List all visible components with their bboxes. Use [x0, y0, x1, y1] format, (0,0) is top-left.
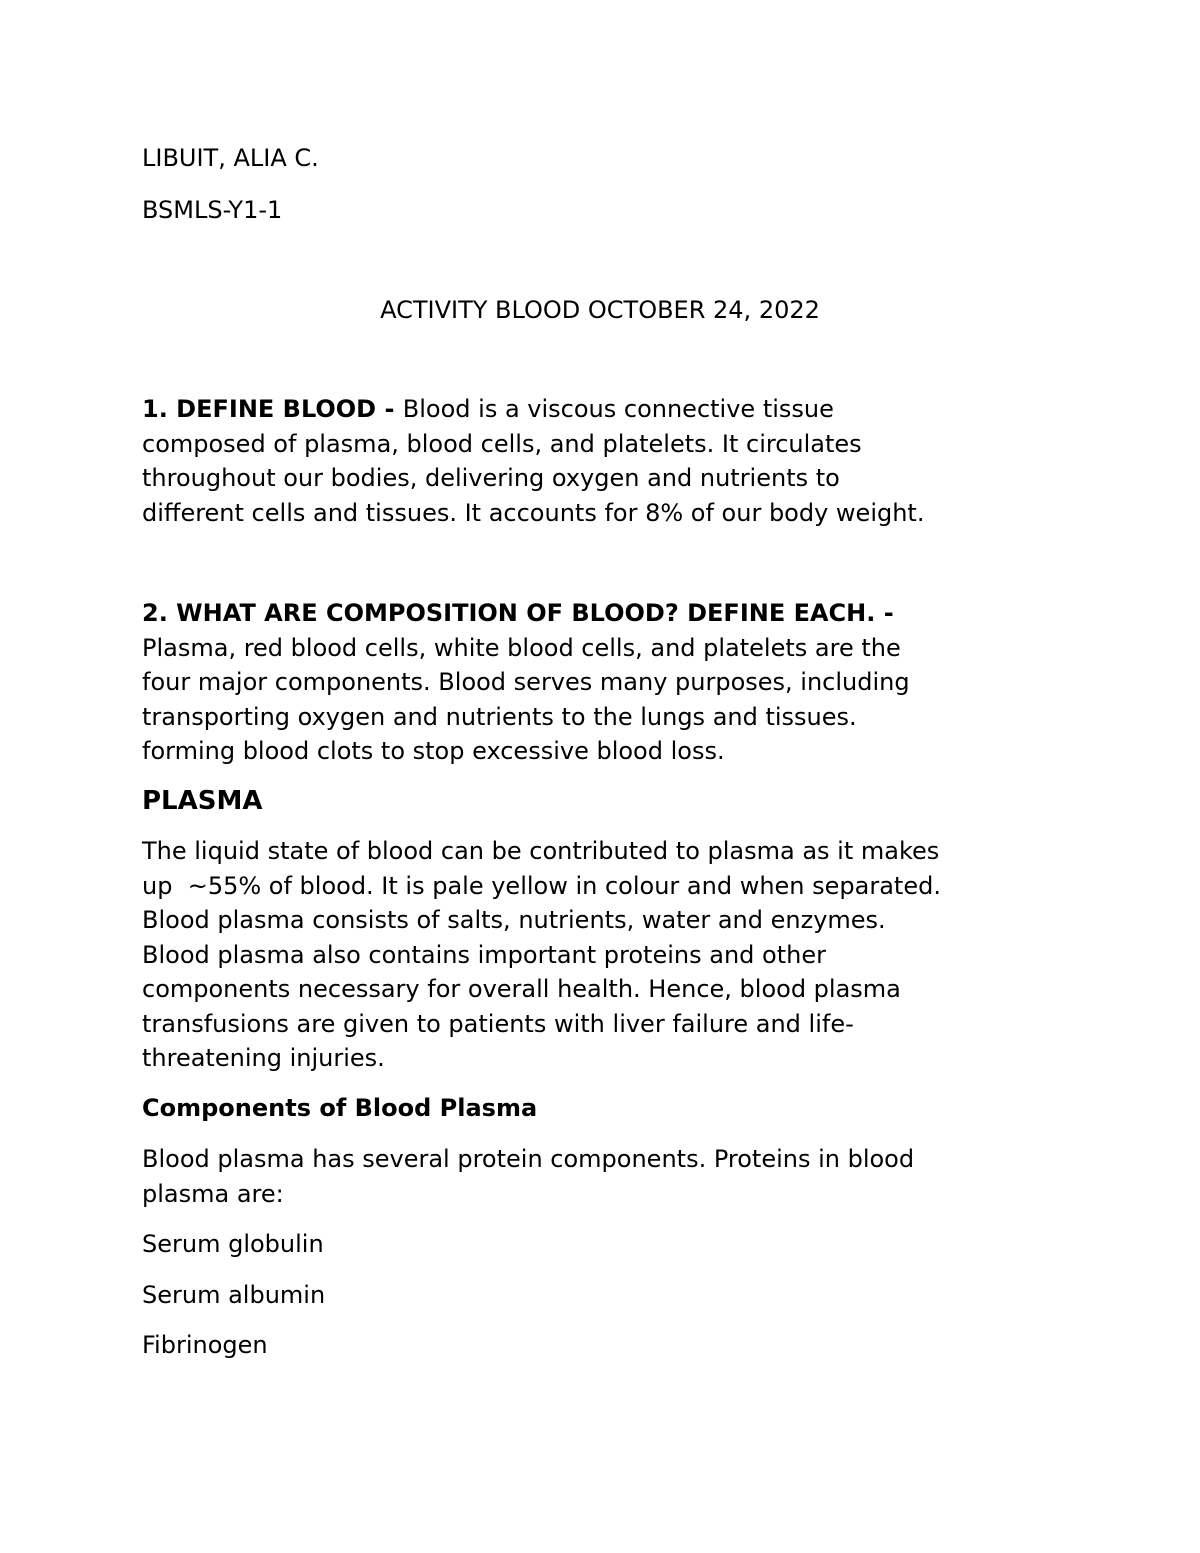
plasma-paragraph [142, 834, 1082, 1076]
component-item-serum-albumin: Serum albumin [142, 1281, 326, 1309]
components-intro-line: Blood plasma has several protein components. Proteins in blood [142, 1145, 915, 1173]
plasma-line: components necessary for overall health. Hence, blood plasma [142, 975, 901, 1003]
activity-title: ACTIVITY BLOOD OCTOBER 24, 2022 [380, 296, 820, 324]
question-1 [142, 392, 1082, 530]
plasma-line: Blood plasma consists of salts, nutrients, water and enzymes. [142, 906, 886, 934]
components-heading: Components of Blood Plasma [142, 1094, 538, 1122]
question-1-answer-start: Blood is a viscous connective tissue [402, 395, 834, 423]
component-item-serum-globulin: Serum globulin [142, 1230, 324, 1258]
question-2-line: forming blood clots to stop excessive blood loss. [142, 737, 725, 765]
question-2-label: 2. WHAT ARE COMPOSITION OF BLOOD? DEFINE EACH. - [142, 599, 894, 627]
question-2-line: transporting oxygen and nutrients to the lungs and tissues. [142, 702, 857, 731]
question-1-line: throughout our bodies, delivering oxygen and nutrients to [142, 464, 840, 492]
student-section: BSMLS-Y1-1 [142, 196, 283, 224]
question-1-line: different cells and tissues. It accounts for 8% of our body weight. [142, 498, 925, 527]
plasma-heading: PLASMA [142, 786, 263, 816]
plasma-line: up ~55% of blood. It is pale yellow in colour and when separated. [142, 871, 941, 900]
plasma-line: threatening injuries. [142, 1044, 385, 1072]
student-name: LIBUIT, ALIA C. [142, 144, 319, 172]
question-2-line: Plasma, red blood cells, white blood cells, and platelets are the [142, 633, 901, 662]
components-intro [142, 1142, 1082, 1211]
component-item-fibrinogen: Fibrinogen [142, 1331, 268, 1359]
question-1-line [142, 392, 1082, 427]
plasma-line: The liquid state of blood can be contributed to plasma as it makes [142, 837, 940, 865]
plasma-line: Blood plasma also contains important proteins and other [142, 940, 826, 969]
plasma-line: transfusions are given to patients with liver failure and life- [142, 1009, 854, 1038]
components-intro-line: plasma are: [142, 1179, 284, 1208]
question-2-line: four major components. Blood serves many purposes, including [142, 668, 910, 696]
question-2 [142, 596, 1082, 769]
question-1-label: 1. DEFINE BLOOD - [142, 395, 403, 423]
question-1-line: composed of plasma, blood cells, and platelets. It circulates [142, 429, 862, 458]
